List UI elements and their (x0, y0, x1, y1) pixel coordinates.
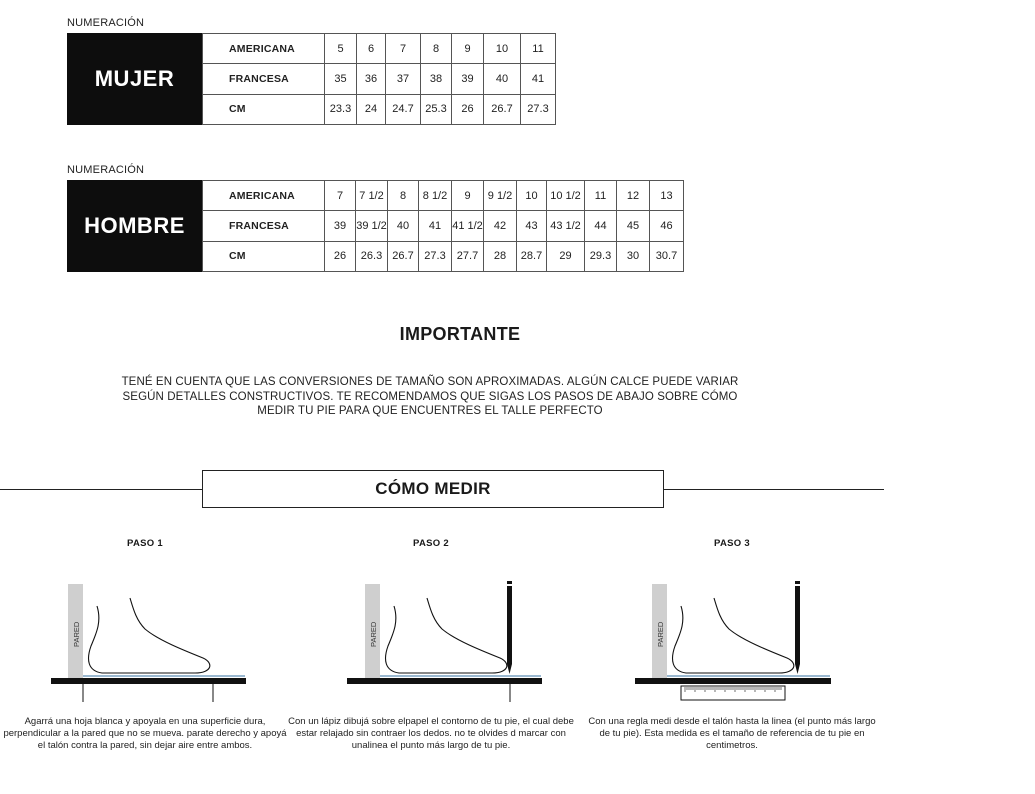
mujer-section-label: NUMERACIÓN (67, 17, 145, 29)
size-cell: 30 (617, 241, 650, 271)
floor-icon (51, 678, 246, 684)
size-cell: 11 (521, 34, 556, 64)
pencil-icon (507, 581, 512, 674)
size-cell: 42 (484, 211, 517, 241)
step-1-title: PASO 1 (127, 538, 163, 549)
size-row-label: CM (203, 241, 325, 271)
floor-icon (635, 678, 831, 684)
size-cell: 26 (452, 94, 484, 124)
step-3-title: PASO 3 (714, 538, 750, 549)
step-2-description: Con un lápiz dibujá sobre elpapel el contorno de tu pie, el cual debe estar relajado sin contraer los dedos. no te olvides d marcar con unalinea el punto más largo de tu pie. (288, 716, 574, 751)
important-title: IMPORTANTE (399, 324, 521, 344)
divider-right (664, 489, 884, 490)
size-row (203, 34, 556, 64)
size-cell: 27.7 (452, 241, 484, 271)
mujer-table (202, 33, 556, 125)
size-cell: 11 (585, 181, 617, 211)
step-3-illustration (587, 574, 877, 704)
step-3 (587, 538, 877, 751)
size-cell: 8 (421, 34, 452, 64)
step-1-illustration (0, 574, 290, 704)
size-cell: 6 (357, 34, 386, 64)
size-cell: 26 (325, 241, 356, 271)
size-cell: 25.3 (421, 94, 452, 124)
size-cell: 41 (521, 64, 556, 94)
size-cell: 45 (617, 211, 650, 241)
size-cell: 24.7 (386, 94, 421, 124)
floor-icon (347, 678, 542, 684)
size-cell: 8 1/2 (419, 181, 452, 211)
foot-icon (89, 598, 210, 673)
pencil-icon (795, 581, 800, 674)
size-cell: 36 (357, 64, 386, 94)
size-cell: 35 (325, 64, 357, 94)
size-row (203, 94, 556, 124)
size-cell: 43 (517, 211, 547, 241)
mujer-size-table (67, 33, 556, 125)
step-2 (286, 538, 576, 751)
size-cell: 26.7 (388, 241, 419, 271)
step-2-title: PASO 2 (413, 538, 449, 549)
important-text: TENÉ EN CUENTA QUE LAS CONVERSIONES DE TAMAÑO SON APROXIMADAS. ALGÚN CALCE PUEDE VARIAR SEGÚN DETALLES CONSTRUCTIVOS. TE RECOMENDAMOS QUE SIGAS LOS PASOS DE ABAJO SOBRE CÓMO MEDIR TU PIE PARA QUE ENCUENTRES EL TALLE PERFECTO (121, 376, 739, 417)
size-cell: 23.3 (325, 94, 357, 124)
size-cell: 39 (325, 211, 356, 241)
mujer-gender-label: MUJER (67, 33, 202, 125)
size-cell: 9 1/2 (484, 181, 517, 211)
size-cell: 27.3 (419, 241, 452, 271)
size-cell: 41 (419, 211, 452, 241)
size-row (203, 181, 684, 211)
size-cell: 7 (325, 181, 356, 211)
size-cell: 5 (325, 34, 357, 64)
ruler-icon (681, 686, 785, 700)
wall-label: PARED (369, 621, 378, 647)
size-cell: 41 1/2 (452, 211, 484, 241)
size-cell: 29 (547, 241, 585, 271)
size-cell: 28.7 (517, 241, 547, 271)
size-row-label: AMERICANA (203, 181, 325, 211)
size-cell: 30.7 (650, 241, 684, 271)
size-cell: 8 (388, 181, 419, 211)
size-cell: 7 1/2 (356, 181, 388, 211)
size-row-label: FRANCESA (203, 211, 325, 241)
size-cell: 39 (452, 64, 484, 94)
step-1-description: Agarrá una hoja blanca y apoyala en una superficie dura, perpendicular a la pared que no se mueva. parate derecho y apoyá el talón contra la pared, sin dejar aire entre ambos. (3, 716, 287, 751)
size-cell: 37 (386, 64, 421, 94)
size-row-label: AMERICANA (203, 34, 325, 64)
size-cell: 44 (585, 211, 617, 241)
size-cell: 40 (484, 64, 521, 94)
como-medir-title: CÓMO MEDIR (202, 470, 664, 508)
size-cell: 38 (421, 64, 452, 94)
size-cell: 7 (386, 34, 421, 64)
step-1 (0, 538, 290, 751)
size-cell: 28 (484, 241, 517, 271)
hombre-section-label: NUMERACIÓN (67, 164, 145, 176)
size-cell: 46 (650, 211, 684, 241)
foot-icon (673, 598, 794, 673)
size-row-label: CM (203, 94, 325, 124)
size-cell: 40 (388, 211, 419, 241)
size-cell: 10 (517, 181, 547, 211)
size-cell: 9 (452, 181, 484, 211)
size-row (203, 64, 556, 94)
size-cell: 12 (617, 181, 650, 211)
hombre-gender-label: HOMBRE (67, 180, 202, 272)
size-cell: 10 1/2 (547, 181, 585, 211)
hombre-size-table (67, 180, 684, 272)
size-cell: 9 (452, 34, 484, 64)
wall-label: PARED (72, 621, 81, 647)
foot-icon (386, 598, 507, 673)
size-cell: 26.3 (356, 241, 388, 271)
step-2-illustration (286, 574, 576, 704)
size-row (203, 241, 684, 271)
size-cell: 43 1/2 (547, 211, 585, 241)
divider-left (0, 489, 202, 490)
size-row (203, 211, 684, 241)
size-row-label: FRANCESA (203, 64, 325, 94)
wall-label: PARED (656, 621, 665, 647)
size-cell: 26.7 (484, 94, 521, 124)
size-cell: 13 (650, 181, 684, 211)
size-cell: 39 1/2 (356, 211, 388, 241)
size-cell: 10 (484, 34, 521, 64)
hombre-table (202, 180, 684, 272)
size-cell: 27.3 (521, 94, 556, 124)
size-cell: 24 (357, 94, 386, 124)
size-cell: 29.3 (585, 241, 617, 271)
step-3-description: Con una regla medi desde el talón hasta la linea (el punto más largo de tu pie). Esta medida es el tamaño de referencia de tu pie en centimetros. (588, 716, 876, 751)
